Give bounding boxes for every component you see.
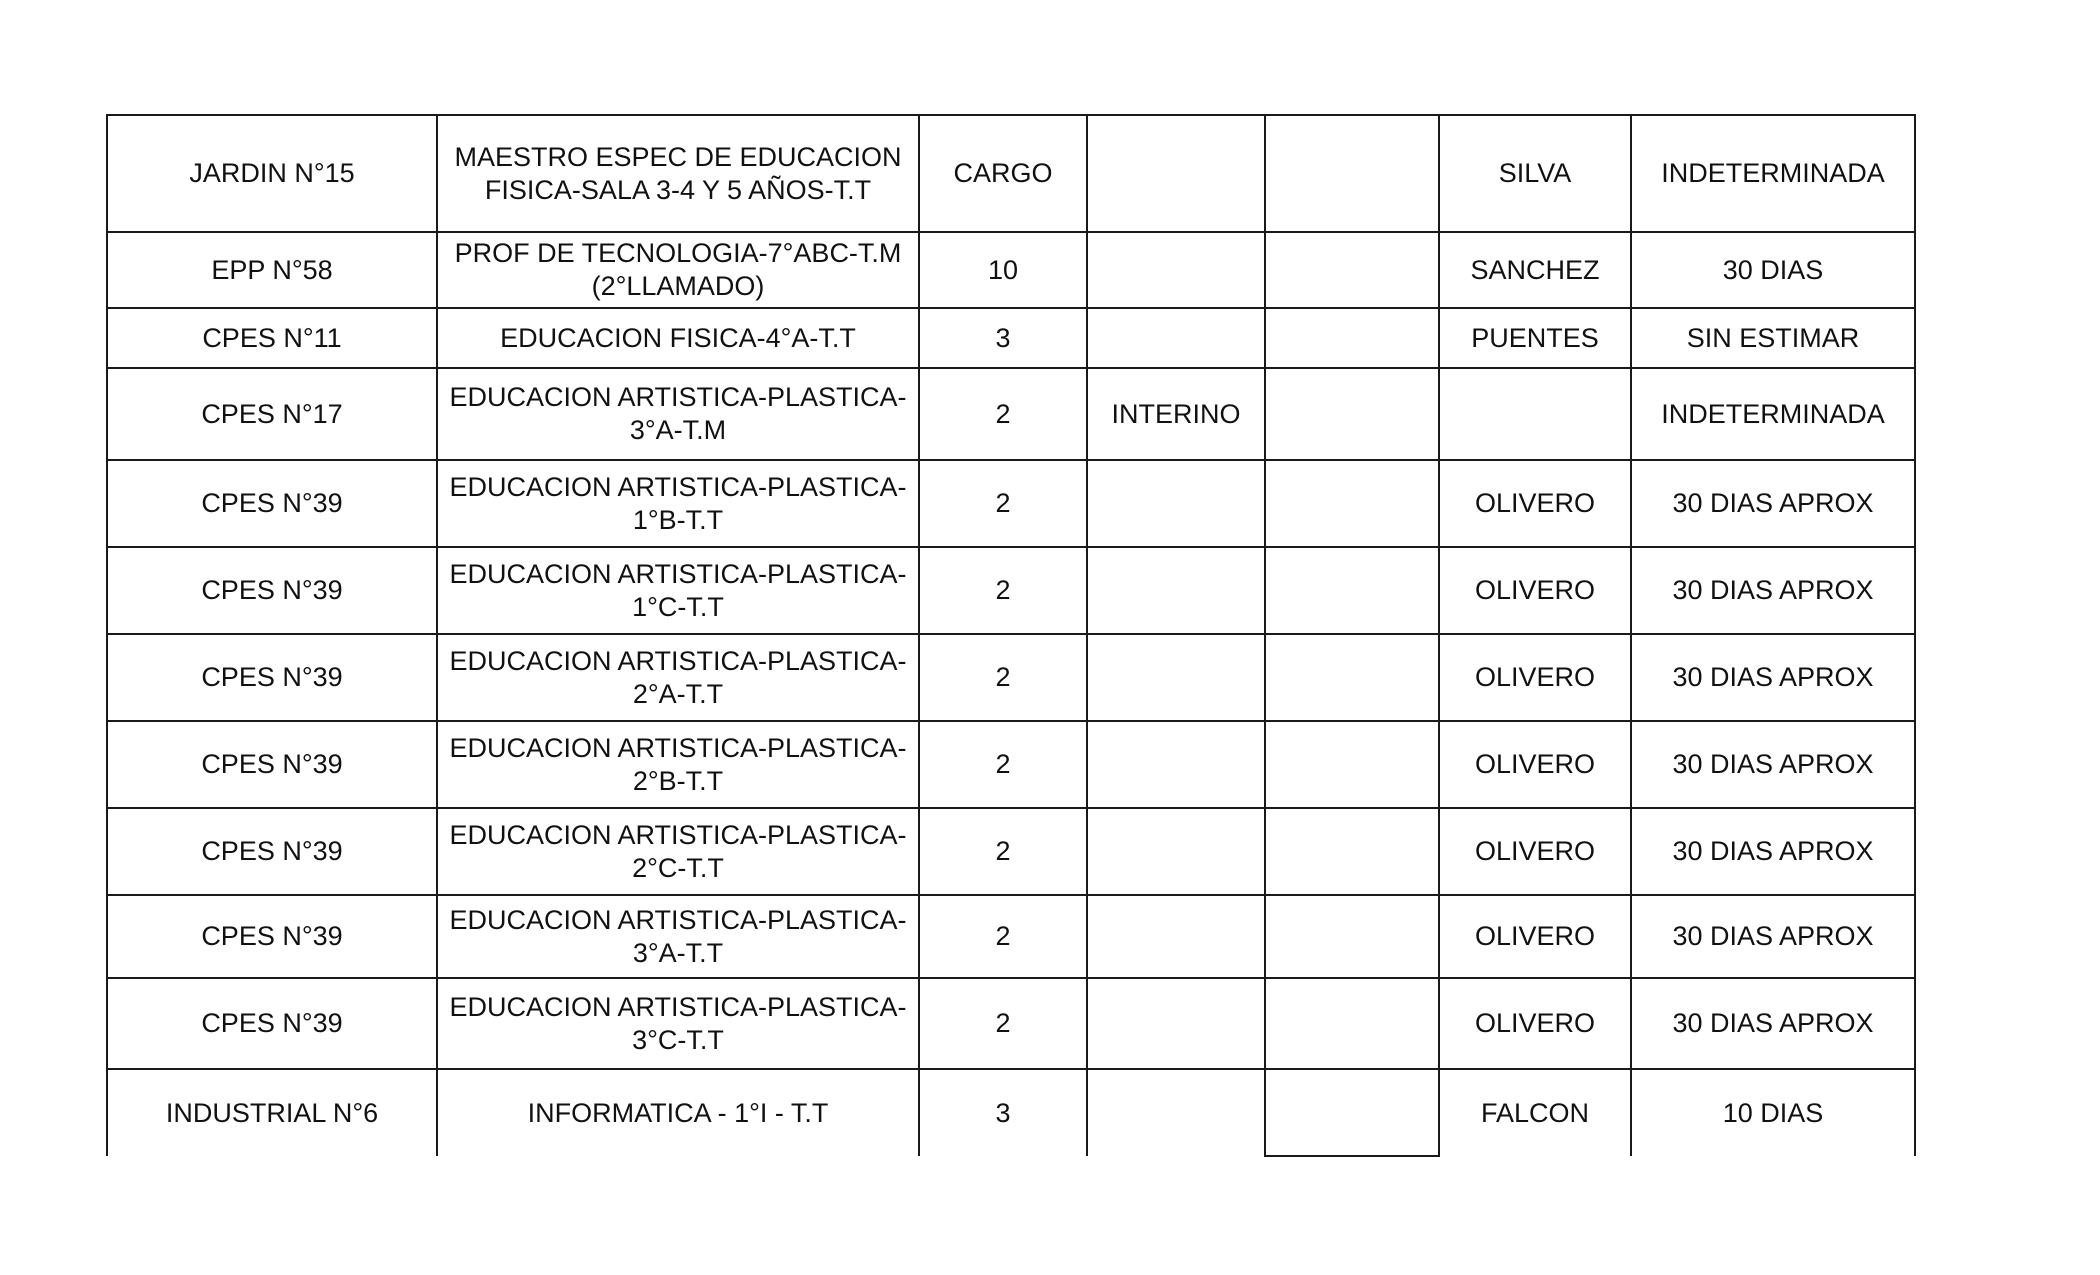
extra-cell bbox=[1265, 460, 1439, 547]
subject-cell: EDUCACION ARTISTICA-PLASTICA-2°A-T.T bbox=[437, 634, 919, 721]
school-cell: CPES N°39 bbox=[107, 634, 437, 721]
teacher-cell: OLIVERO bbox=[1439, 808, 1631, 895]
extra-cell bbox=[1265, 232, 1439, 308]
school-cell: CPES N°39 bbox=[107, 547, 437, 634]
duration-cell: 30 DIAS APROX bbox=[1631, 808, 1915, 895]
subject-cell: EDUCACION ARTISTICA-PLASTICA-2°B-T.T bbox=[437, 721, 919, 808]
extra-cell bbox=[1265, 721, 1439, 808]
hours-cell: CARGO bbox=[919, 115, 1087, 232]
school-cell: CPES N°39 bbox=[107, 895, 437, 978]
status-cell bbox=[1087, 895, 1265, 978]
extra-cell bbox=[1265, 368, 1439, 460]
teacher-cell: OLIVERO bbox=[1439, 721, 1631, 808]
hours-cell: 3 bbox=[919, 308, 1087, 368]
school-cell: JARDIN N°15 bbox=[107, 115, 437, 232]
status-cell bbox=[1087, 1069, 1265, 1156]
duration-cell: INDETERMINADA bbox=[1631, 115, 1915, 232]
duration-cell: 30 DIAS APROX bbox=[1631, 721, 1915, 808]
subject-cell: EDUCACION ARTISTICA-PLASTICA-1°B-T.T bbox=[437, 460, 919, 547]
status-cell bbox=[1087, 547, 1265, 634]
duration-cell: 30 DIAS APROX bbox=[1631, 547, 1915, 634]
table-row bbox=[107, 460, 1915, 547]
extra-cell bbox=[1265, 308, 1439, 368]
duration-cell: SIN ESTIMAR bbox=[1631, 308, 1915, 368]
hours-cell: 2 bbox=[919, 634, 1087, 721]
vacancy-table bbox=[106, 114, 1916, 1157]
vacancy-table-sheet bbox=[106, 114, 1916, 1157]
status-cell bbox=[1087, 634, 1265, 721]
duration-cell: 30 DIAS bbox=[1631, 232, 1915, 308]
extra-cell bbox=[1265, 634, 1439, 721]
subject-cell: INFORMATICA - 1°I - T.T bbox=[437, 1069, 919, 1156]
duration-cell: 30 DIAS APROX bbox=[1631, 978, 1915, 1069]
table-row bbox=[107, 115, 1915, 232]
hours-cell: 2 bbox=[919, 368, 1087, 460]
duration-cell: 30 DIAS APROX bbox=[1631, 634, 1915, 721]
extra-cell bbox=[1265, 808, 1439, 895]
duration-cell: 10 DIAS bbox=[1631, 1069, 1915, 1156]
table-row bbox=[107, 808, 1915, 895]
teacher-cell: FALCON bbox=[1439, 1069, 1631, 1156]
subject-cell: EDUCACION ARTISTICA-PLASTICA-3°A-T.T bbox=[437, 895, 919, 978]
extra-cell bbox=[1265, 547, 1439, 634]
teacher-cell: OLIVERO bbox=[1439, 895, 1631, 978]
duration-cell: 30 DIAS APROX bbox=[1631, 460, 1915, 547]
table-row bbox=[107, 634, 1915, 721]
hours-cell: 10 bbox=[919, 232, 1087, 308]
teacher-cell: OLIVERO bbox=[1439, 634, 1631, 721]
school-cell: CPES N°39 bbox=[107, 808, 437, 895]
teacher-cell: SANCHEZ bbox=[1439, 232, 1631, 308]
table-row bbox=[107, 721, 1915, 808]
duration-cell: 30 DIAS APROX bbox=[1631, 895, 1915, 978]
teacher-cell: OLIVERO bbox=[1439, 978, 1631, 1069]
hours-cell: 2 bbox=[919, 547, 1087, 634]
table-row bbox=[107, 232, 1915, 308]
school-cell: CPES N°17 bbox=[107, 368, 437, 460]
subject-cell: EDUCACION FISICA-4°A-T.T bbox=[437, 308, 919, 368]
status-cell bbox=[1087, 232, 1265, 308]
school-cell: CPES N°11 bbox=[107, 308, 437, 368]
table-row bbox=[107, 368, 1915, 460]
table-row bbox=[107, 308, 1915, 368]
teacher-cell bbox=[1439, 368, 1631, 460]
status-cell bbox=[1087, 308, 1265, 368]
table-row bbox=[107, 978, 1915, 1069]
teacher-cell: OLIVERO bbox=[1439, 460, 1631, 547]
teacher-cell: OLIVERO bbox=[1439, 547, 1631, 634]
subject-cell: EDUCACION ARTISTICA-PLASTICA-3°C-T.T bbox=[437, 978, 919, 1069]
status-cell bbox=[1087, 978, 1265, 1069]
subject-cell: PROF DE TECNOLOGIA-7°ABC-T.M (2°LLAMADO) bbox=[437, 232, 919, 308]
school-cell: CPES N°39 bbox=[107, 460, 437, 547]
hours-cell: 2 bbox=[919, 978, 1087, 1069]
table-row bbox=[107, 895, 1915, 978]
teacher-cell: PUENTES bbox=[1439, 308, 1631, 368]
status-cell: INTERINO bbox=[1087, 368, 1265, 460]
teacher-cell: SILVA bbox=[1439, 115, 1631, 232]
extra-cell bbox=[1265, 1069, 1439, 1156]
duration-cell: INDETERMINADA bbox=[1631, 368, 1915, 460]
extra-cell bbox=[1265, 115, 1439, 232]
subject-cell: EDUCACION ARTISTICA-PLASTICA-3°A-T.M bbox=[437, 368, 919, 460]
school-cell: INDUSTRIAL N°6 bbox=[107, 1069, 437, 1156]
status-cell bbox=[1087, 115, 1265, 232]
school-cell: CPES N°39 bbox=[107, 978, 437, 1069]
table-row bbox=[107, 1069, 1915, 1156]
hours-cell: 2 bbox=[919, 721, 1087, 808]
status-cell bbox=[1087, 808, 1265, 895]
school-cell: CPES N°39 bbox=[107, 721, 437, 808]
subject-cell: EDUCACION ARTISTICA-PLASTICA-2°C-T.T bbox=[437, 808, 919, 895]
extra-cell bbox=[1265, 895, 1439, 978]
hours-cell: 3 bbox=[919, 1069, 1087, 1156]
subject-cell: MAESTRO ESPEC DE EDUCACION FISICA-SALA 3-4 Y 5 AÑOS-T.T bbox=[437, 115, 919, 232]
hours-cell: 2 bbox=[919, 460, 1087, 547]
school-cell: EPP N°58 bbox=[107, 232, 437, 308]
hours-cell: 2 bbox=[919, 808, 1087, 895]
subject-cell: EDUCACION ARTISTICA-PLASTICA-1°C-T.T bbox=[437, 547, 919, 634]
status-cell bbox=[1087, 460, 1265, 547]
status-cell bbox=[1087, 721, 1265, 808]
table-row bbox=[107, 547, 1915, 634]
extra-cell bbox=[1265, 978, 1439, 1069]
hours-cell: 2 bbox=[919, 895, 1087, 978]
